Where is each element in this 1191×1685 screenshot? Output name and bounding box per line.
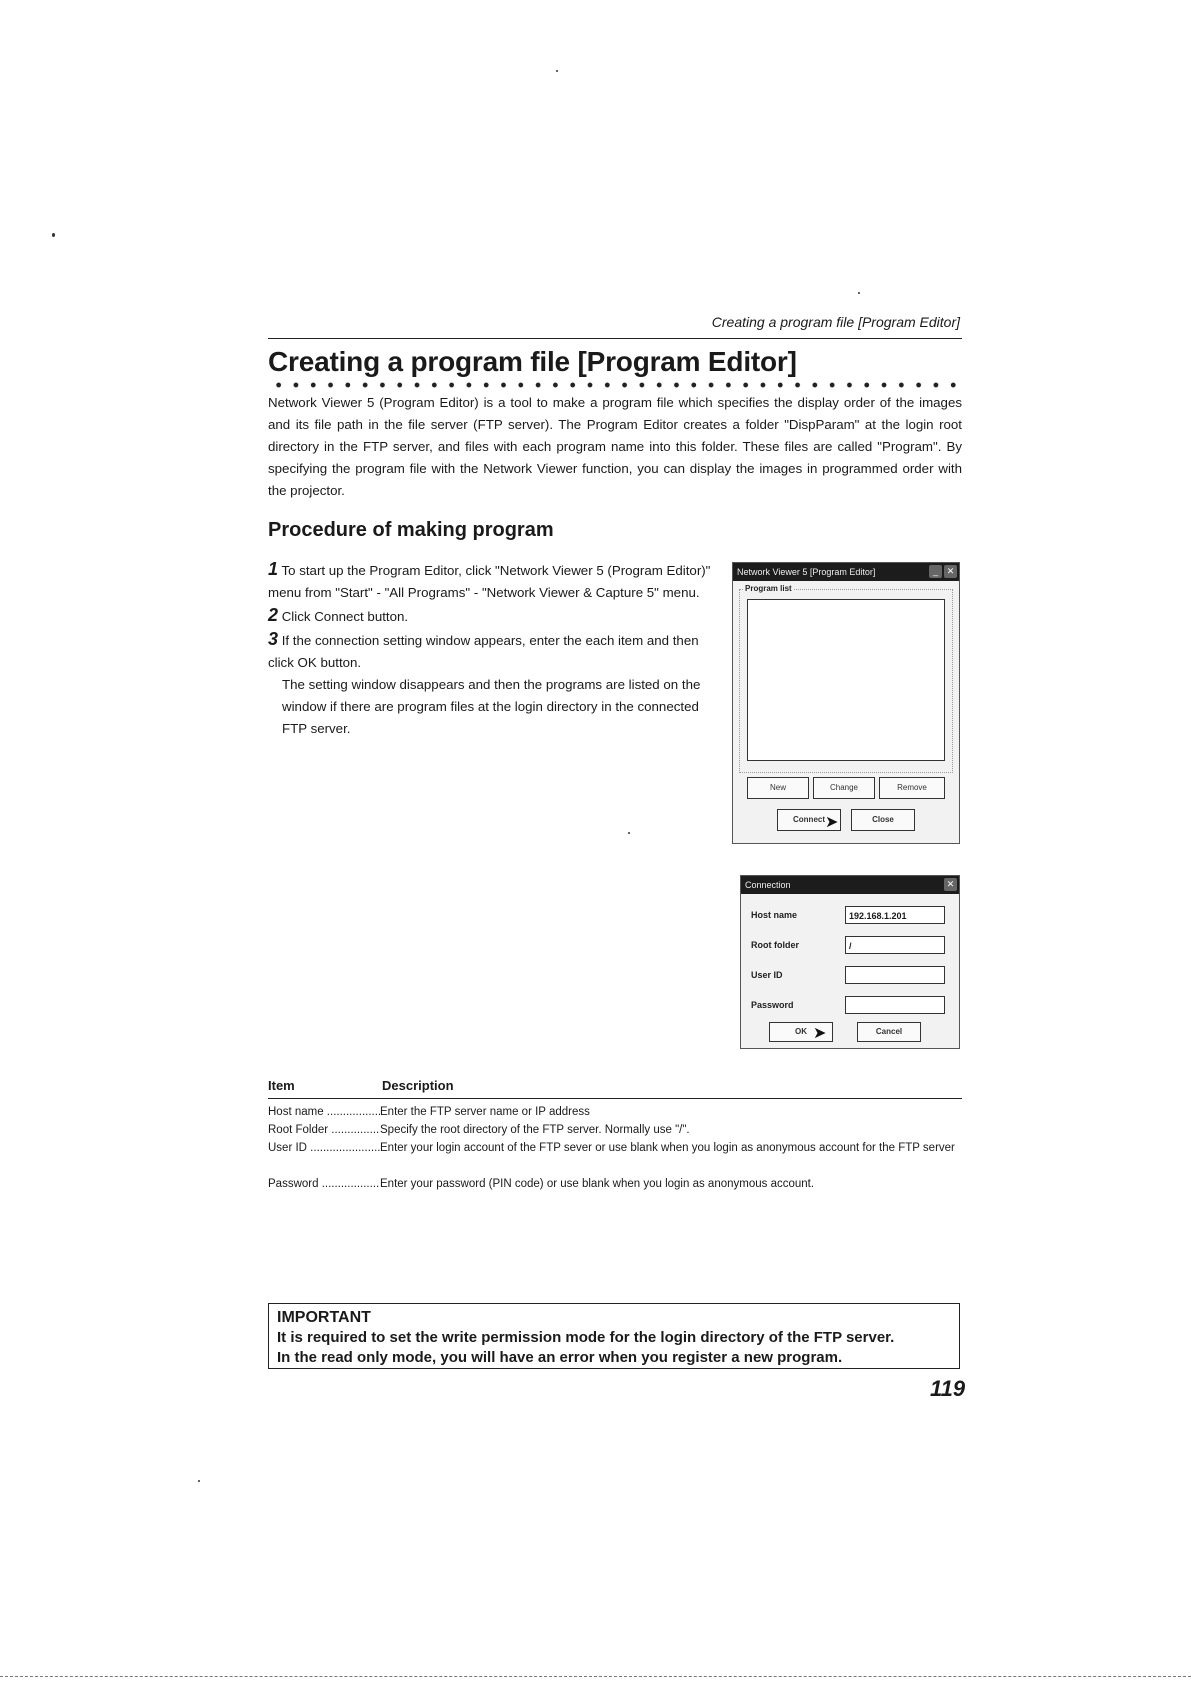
item-cell: Host name ..... xyxy=(268,1104,380,1121)
close-icon[interactable]: ✕ xyxy=(944,565,957,578)
description-cell: Enter your password (PIN code) or use blank when you login as anonymous account. xyxy=(380,1178,815,1190)
item-cell: Root Folder ..... xyxy=(268,1122,380,1139)
password-field[interactable] xyxy=(845,996,945,1014)
user-id-label: User ID xyxy=(751,970,783,980)
description-cell: Enter your login account of the FTP sever or use blank when you login as anonymous account for the FTP server xyxy=(380,1142,955,1154)
item-cell: User ID ..... xyxy=(268,1140,380,1157)
procedure-steps xyxy=(268,558,714,740)
table-row xyxy=(268,1140,962,1157)
remove-button[interactable]: Remove xyxy=(879,777,945,799)
program-editor-window xyxy=(732,562,960,844)
new-button[interactable]: New xyxy=(747,777,809,799)
step-number: 1 xyxy=(268,559,279,579)
important-title: IMPORTANT xyxy=(277,1309,371,1326)
intro-paragraph: Network Viewer 5 (Program Editor) is a tool to make a program file which specifies the display order of the images and its file path in the file server (FTP server). The Program Editor creates a folder "DispParam" at the login root directory in the FTP server, and files with each program name into this folder. These files are called "Program". By specifying the program file with the Network Viewer function, you can display the images in programmed order with the projector. xyxy=(268,395,962,498)
scan-speck xyxy=(198,1480,200,1482)
scan-speck xyxy=(556,70,558,72)
host-name-label: Host name xyxy=(751,910,798,920)
scan-edge-line xyxy=(0,1676,1191,1677)
mouse-pointer-icon: ➤ xyxy=(825,814,839,831)
password-label: Password xyxy=(751,1000,794,1010)
important-line-1: It is required to set the write permission mode for the login directory of the FTP server. xyxy=(277,1329,895,1346)
close-icon[interactable]: ✕ xyxy=(944,878,957,891)
table-rule xyxy=(268,1098,962,1099)
table-header-description: Description xyxy=(382,1078,454,1093)
step-3 xyxy=(268,628,714,674)
step-number: 3 xyxy=(268,629,279,649)
step-text: Click Connect button. xyxy=(281,609,409,624)
ok-button[interactable]: OK xyxy=(769,1022,833,1042)
step-number: 2 xyxy=(268,605,279,625)
change-button[interactable]: Change xyxy=(813,777,875,799)
step-1 xyxy=(268,558,714,604)
table-header-item: Item xyxy=(268,1078,295,1093)
header-rule xyxy=(268,338,962,339)
user-id-field[interactable] xyxy=(845,966,945,984)
dialog-title: Connection xyxy=(745,880,791,890)
close-button[interactable]: Close xyxy=(851,809,915,831)
scan-speck xyxy=(628,832,630,834)
step-2 xyxy=(268,604,714,628)
important-notice xyxy=(268,1303,960,1369)
scan-speck xyxy=(52,233,55,237)
host-name-field[interactable]: 192.168.1.201 xyxy=(845,906,945,924)
program-list-label: Program list xyxy=(745,584,792,593)
dialog-titlebar xyxy=(741,876,959,894)
table-row xyxy=(268,1122,962,1139)
connection-dialog xyxy=(740,875,960,1049)
minimize-icon[interactable]: _ xyxy=(929,565,942,578)
step-note: The setting window disappears and then the programs are listed on the window if there are program files at the login directory in the connected FTP server. xyxy=(282,677,701,736)
window-titlebar xyxy=(733,563,959,581)
important-line-2: In the read only mode, you will have an error when you register a new program. xyxy=(277,1349,843,1366)
root-folder-field[interactable]: / xyxy=(845,936,945,954)
dotted-divider xyxy=(270,382,962,388)
table-row xyxy=(268,1176,962,1193)
cancel-button[interactable]: Cancel xyxy=(857,1022,921,1042)
table-row xyxy=(268,1104,962,1121)
running-header: Creating a program file [Program Editor] xyxy=(711,314,960,330)
mouse-pointer-icon: ➤ xyxy=(813,1025,827,1042)
scan-speck xyxy=(858,292,860,294)
procedure-heading: Procedure of making program xyxy=(268,519,554,541)
step-text: To start up the Program Editor, click "Network Viewer 5 (Program Editor)" menu from "Start" - "All Programs" - "Network Viewer & Capture 5" menu. xyxy=(268,563,711,600)
page-number: 119 xyxy=(930,1376,966,1401)
item-cell: Password ..... xyxy=(268,1176,380,1193)
window-title: Network Viewer 5 [Program Editor] xyxy=(737,567,876,577)
step-text: If the connection setting window appears, enter the each item and then click OK button. xyxy=(268,633,699,670)
program-listbox[interactable] xyxy=(747,599,945,761)
description-cell: Specify the root directory of the FTP server. Normally use "/". xyxy=(380,1124,690,1136)
root-folder-label: Root folder xyxy=(751,940,799,950)
description-cell: Enter the FTP server name or IP address xyxy=(380,1106,590,1118)
section-title: Creating a program file [Program Editor] xyxy=(268,346,797,377)
connect-button[interactable]: Connect xyxy=(777,809,841,831)
